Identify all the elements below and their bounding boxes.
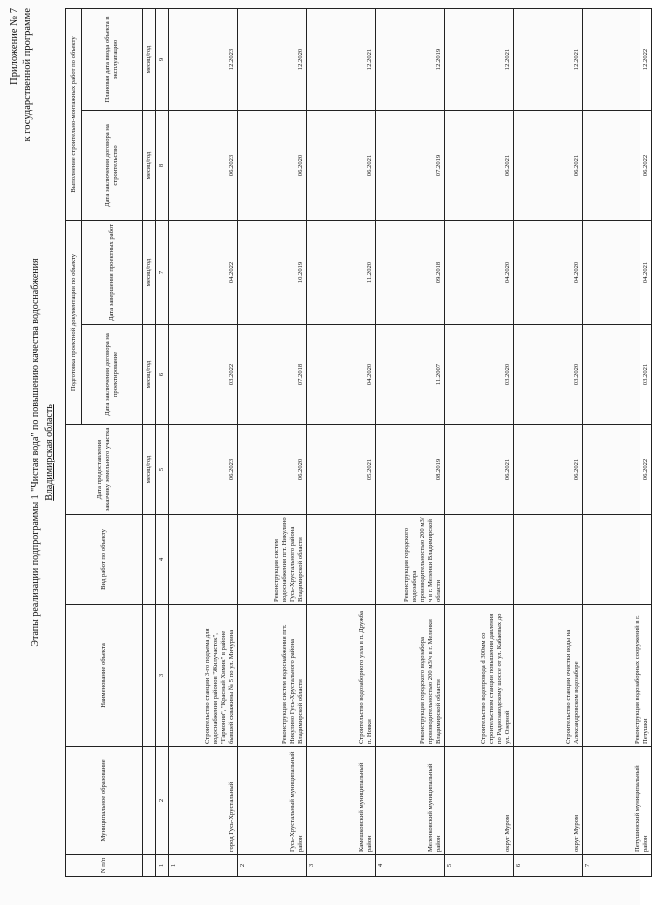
unit-cell-empty	[143, 605, 156, 747]
row-design-contract: 11.2007	[376, 325, 445, 425]
col-header-object-name: Наименование объекта	[66, 605, 143, 747]
table-row	[514, 8, 583, 876]
col-number: 1	[156, 855, 169, 877]
row-number: 7	[583, 855, 652, 877]
row-design-contract: 03.2020	[514, 325, 583, 425]
row-commission: 12.2021	[514, 8, 583, 110]
unit-cell: месяц/год	[143, 111, 156, 221]
appendix-subtitle: к государственной программе	[22, 8, 33, 142]
row-land-date: 06.2022	[583, 425, 652, 515]
row-design-done: 10.2019	[238, 221, 307, 325]
row-object-name: Строительство водозаборного узла в п. Дружба п. Новки	[307, 605, 376, 747]
row-object-name: Реконструкция водозаборных сооружений в г. Петушки	[583, 605, 652, 747]
col-header-design-done: Дата завершения проектных работ	[82, 221, 143, 325]
appendix-label: Приложение № 7	[9, 8, 20, 85]
col-header-design-group: Подготовка проектной документации по объекту	[66, 221, 82, 425]
row-commission: 12.2020	[238, 8, 307, 110]
col-number: 3	[156, 605, 169, 747]
row-design-done: 04.2020	[445, 221, 514, 325]
col-number: 6	[156, 325, 169, 425]
row-number: 4	[376, 855, 445, 877]
document-title: Этапы реализации подпрограммы 1 "Чистая вода" по повышению качества водоснабжения	[30, 258, 41, 647]
col-number: 4	[156, 515, 169, 605]
row-commission: 12.2023	[169, 8, 238, 110]
row-municipality: Камешковский муниципальный район	[307, 747, 376, 855]
row-commission: 12.2022	[583, 8, 652, 110]
row-work-type	[169, 515, 238, 605]
table-row	[376, 8, 445, 876]
row-number: 5	[445, 855, 514, 877]
unit-cell: месяц/год	[143, 8, 156, 110]
row-municipality: Петушинский муниципальный район	[583, 747, 652, 855]
unit-cell: месяц/год	[143, 425, 156, 515]
col-header-num: N п/п	[66, 855, 143, 877]
row-work-type: Реконструкция городского водозабора производительностью 200 м3/ч в г. Меленки Владимирской области	[376, 515, 445, 605]
col-header-land-date: Дата предоставления заказчику земельного участка	[66, 425, 143, 515]
col-number: 8	[156, 111, 169, 221]
row-commission: 12.2019	[376, 8, 445, 110]
col-header-build-group: Выполнение строительно-монтажных работ по объекту	[66, 8, 82, 220]
col-number: 7	[156, 221, 169, 325]
row-municipality: Гусь-Хрустальный муниципальный район	[238, 747, 307, 855]
row-object-name: Реконструкция систем водоснабжения пгт. Никулино Гусь-Хрустального района Владимирской области	[238, 605, 307, 747]
row-design-done: 11.2020	[307, 221, 376, 325]
col-number: 5	[156, 425, 169, 515]
row-build-contract: 06.2021	[445, 111, 514, 221]
unit-cell-empty	[143, 515, 156, 605]
row-design-contract: 03.2021	[583, 325, 652, 425]
unit-cell: месяц/год	[143, 221, 156, 325]
row-work-type	[583, 515, 652, 605]
row-design-done: 04.2021	[583, 221, 652, 325]
row-design-contract: 04.2020	[307, 325, 376, 425]
row-number: 3	[307, 855, 376, 877]
col-header-design-contract: Дата заключения договора на проектирование	[82, 325, 143, 425]
row-land-date: 06.2021	[514, 425, 583, 515]
row-municipality: округ Муром	[445, 747, 514, 855]
row-design-done: 09.2018	[376, 221, 445, 325]
row-municipality: Меленковский муниципальный район	[376, 747, 445, 855]
table-row	[169, 8, 238, 876]
row-object-name: Строительство станции очистки воды на Александровском водозаборе	[514, 605, 583, 747]
row-build-contract: 06.2020	[238, 111, 307, 221]
row-work-type	[514, 515, 583, 605]
col-number: 9	[156, 8, 169, 110]
col-header-build-contract: Дата заключения договора на строительство	[82, 111, 143, 221]
row-design-done: 04.2020	[514, 221, 583, 325]
row-build-contract: 06.2021	[307, 111, 376, 221]
table-row	[583, 8, 652, 876]
row-design-contract: 03.2022	[169, 325, 238, 425]
row-design-contract: 03.2020	[445, 325, 514, 425]
row-land-date: 05.2021	[307, 425, 376, 515]
row-work-type	[445, 515, 514, 605]
row-design-done: 04.2022	[169, 221, 238, 325]
row-number: 1	[169, 855, 238, 877]
row-object-name: Строительство станции 3-го подъема для водоснабжения районов "Жилучасток", "Гармония", "Красный Химик" в районе бывшей скважины № 5 по ул. Мичурина	[169, 605, 238, 747]
col-header-work-type: Вид работ по объекту	[66, 515, 143, 605]
row-land-date: 08.2019	[376, 425, 445, 515]
row-land-date: 06.2021	[445, 425, 514, 515]
row-build-contract: 06.2022	[583, 111, 652, 221]
row-work-type	[307, 515, 376, 605]
row-commission: 12.2021	[445, 8, 514, 110]
row-land-date: 06.2020	[238, 425, 307, 515]
unit-cell-empty	[143, 747, 156, 855]
col-header-municipality: Муниципальное образование	[66, 747, 143, 855]
row-land-date: 06.2023	[169, 425, 238, 515]
row-design-contract: 07.2018	[238, 325, 307, 425]
row-municipality: округ Муром	[514, 747, 583, 855]
unit-cell-empty	[143, 855, 156, 877]
row-number: 2	[238, 855, 307, 877]
col-number: 2	[156, 747, 169, 855]
col-header-commission: Плановая дата ввода объекта в эксплуатацию	[82, 8, 143, 110]
region-label: Владимирская область	[44, 404, 55, 501]
stages-table	[65, 8, 652, 877]
row-municipality: город Гусь-Хрустальный	[169, 747, 238, 855]
unit-cell: месяц/год	[143, 325, 156, 425]
row-object-name: Реконструкция городского водозабора производительностью 200 м3/ч в г. Меленки Владимирской области	[376, 605, 445, 747]
table-row	[445, 8, 514, 876]
table-row	[307, 8, 376, 876]
row-build-contract: 07.2019	[376, 111, 445, 221]
row-commission: 12.2021	[307, 8, 376, 110]
row-build-contract: 06.2023	[169, 111, 238, 221]
row-work-type: Реконструкция систем водоснабжения пгт. Никулино Гусь-Хрустального района Владимирской области	[238, 515, 307, 605]
row-number: 6	[514, 855, 583, 877]
table-row	[238, 8, 307, 876]
row-build-contract: 06.2021	[514, 111, 583, 221]
row-object-name: Строительство водопровода d 300мм со строительством станции повышения давления по Радиозаводскому шоссе от ул. Кабаевых до ул. Озерной	[445, 605, 514, 747]
